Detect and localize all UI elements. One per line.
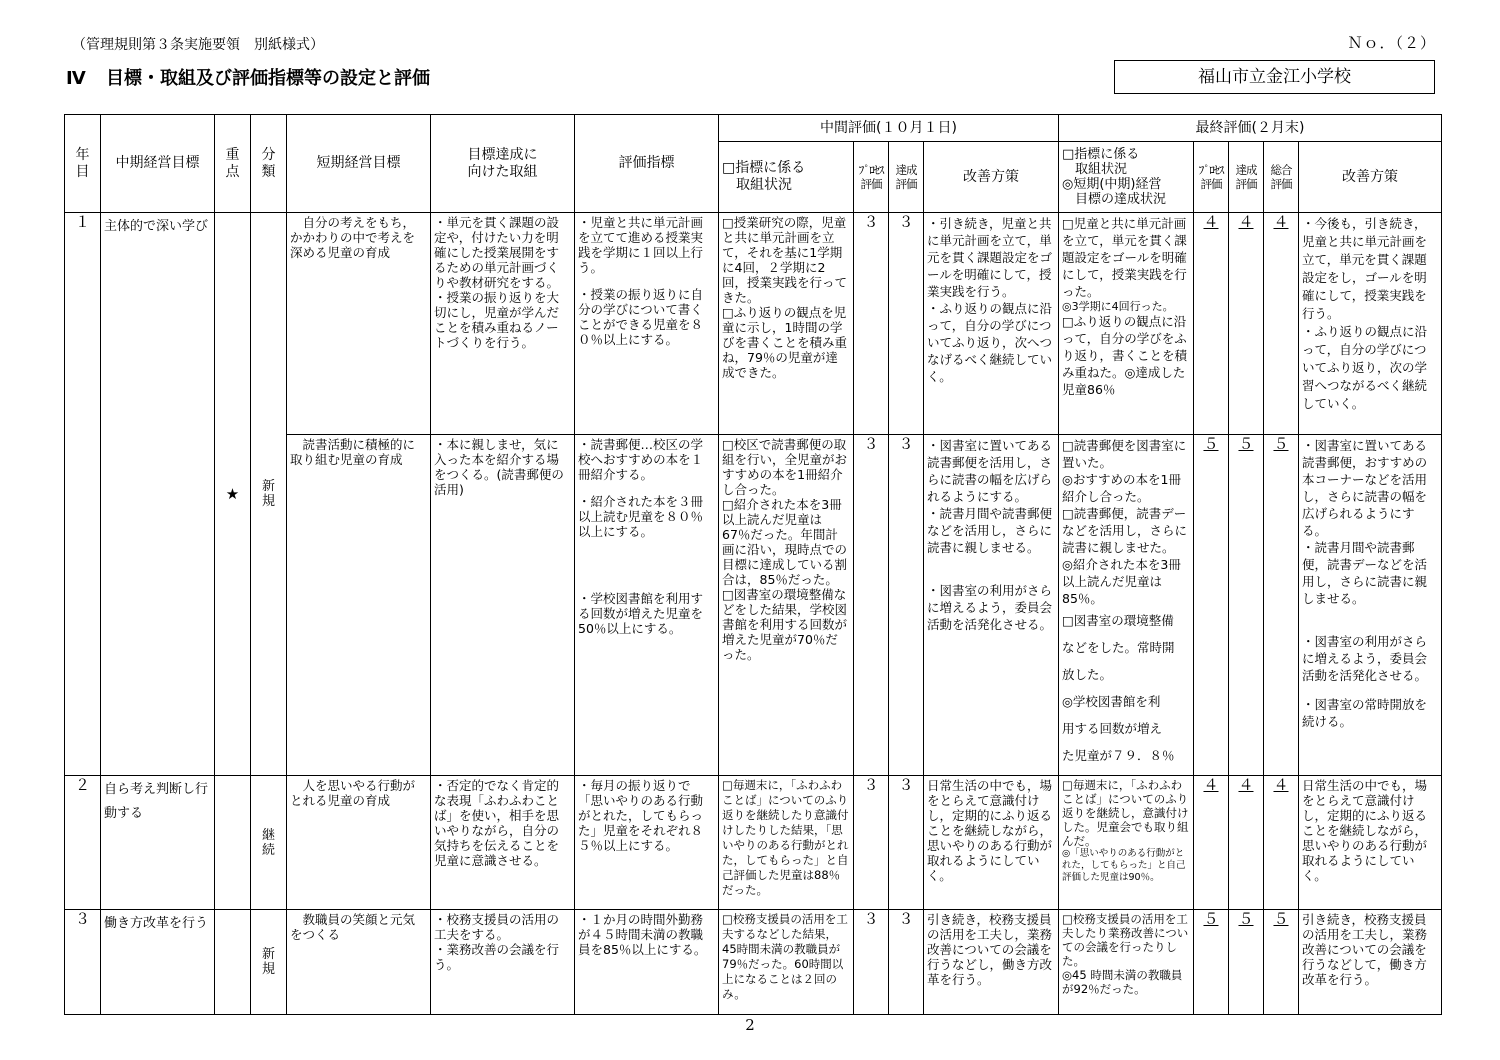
row1-mid-status — [719, 213, 854, 435]
status-item: □毎週末に，「ふわふわことば」についてのふり返りを継続したり意識付けしたりした結果，「思いやりのある行動がとれた，してもらった」と自己評価した児童は88％だった。 — [722, 778, 849, 897]
status-item: □毎週末に，「ふわふわことば」についてのふり返りを継続し，意識付けした。児童会でも取り組んだ。 — [1062, 778, 1189, 848]
header-mid-eval: 中間評価(１０月１日) — [719, 115, 1059, 142]
improve-item: 引き続き，校務支援員の活用を工夫し，業務改善についての会議を行うなどし，働き方改革を行う。 — [927, 912, 1053, 987]
page-number: 2 — [745, 1016, 755, 1034]
row3-mid-achieve: ３ — [889, 910, 924, 1015]
improve-item: ・読書月間や読書郵便などを活用し，さらに読書に親しませる。 — [927, 506, 1053, 555]
header-final-achieve: 達成 評価 — [1229, 142, 1264, 213]
effort-item: ・校務支援員の活用の工夫をする。 — [434, 912, 560, 942]
status-item: □授業研究の際，児童と共に単元計画を立て，それを基に1学期に4回，２学期に2回，授業実践を行ってきた。 — [722, 215, 848, 305]
row2-mid-achieve: ３ — [889, 776, 924, 910]
improve-item: ・読書月間や読書郵便，読書デーなどを活用し，さらに読書に親しませる。 — [1302, 540, 1428, 606]
header-final-total: 総合 評価 — [1264, 142, 1299, 213]
row3-focus — [215, 910, 251, 1015]
improve-item: ・引き続き，児童と共に単元計画を立て，単元を貫く課題設定をゴールを明確にして，授業実践を行う。 — [927, 216, 1053, 299]
status-item: 放した。 — [1062, 667, 1113, 682]
row2-effort — [431, 776, 575, 910]
row1b-mid-process: ３ — [854, 435, 889, 776]
row1b-effort — [431, 435, 575, 776]
row1-mid-goal: 主体的で深い学び — [101, 213, 215, 776]
row2-year: ２ — [65, 776, 101, 910]
row1-mid-process: ３ — [854, 213, 889, 435]
status-item: □紹介された本を3冊以上読んだ児童は 67％だった。年間計画に沿い，現時点での目標に達成している割合は，85％だった。 — [722, 497, 848, 587]
improve-item: 日常生活の中でも，場をとらえて意識付けし，定期的にふり返ることを継続しながら，思いやりのある行動が取れるようにしていく。 — [927, 778, 1053, 883]
row2-focus — [215, 776, 251, 910]
effort-item: ・業務改善の会議を行う。 — [434, 942, 560, 972]
row3-mid-improve — [924, 910, 1059, 1015]
status-item: □校務支援員の活用を工夫したり業務改善についての会議を行ったりした。 — [1062, 912, 1189, 968]
row1-mid-achieve: ３ — [889, 213, 924, 435]
status-item: □ふり返りの観点を児童に示し，1時間の学びを書くことを積み重ね，79％の児童が達成できた。 — [722, 305, 848, 380]
indicator-item: ・授業の振り返りに自分の学びについて書くことができる児童を８０％以上にする。 — [578, 287, 704, 347]
row2-final-status — [1059, 776, 1194, 910]
row1b-final-achieve: ５ — [1229, 435, 1264, 776]
row3-final-process: ５ — [1194, 910, 1229, 1015]
status-item: □図書室の環境整備などをした結果，学校図書館を利用する回数が増えた児童が70％だった。 — [722, 587, 848, 662]
status-item: □校務支援員の活用を工夫するなどした結果，45時間未満の教職員が 79％だった。60時間以上になることは２回のみ。 — [722, 912, 852, 1001]
row1-indicator — [575, 213, 719, 435]
header-mid-goal: 中期経営目標 — [101, 115, 215, 213]
evaluation-table — [64, 114, 1442, 1015]
row1-final-total: ４ — [1264, 213, 1299, 435]
status-item: ◎紹介された本を3冊以上読んだ児童は85％。 — [1062, 557, 1181, 606]
header-final-improve: 改善方策 — [1299, 142, 1442, 213]
row1b-indicator — [575, 435, 719, 776]
header-mid-process: ﾌﾟﾛｾｽ 評価 — [854, 142, 889, 213]
improve-item: ・図書室の利用がさらに増えるよう，委員会活動を活発化させる。 — [927, 583, 1053, 632]
row2-final-total: ４ — [1264, 776, 1299, 910]
row3-final-achieve: ５ — [1229, 910, 1264, 1015]
row3-effort — [431, 910, 575, 1015]
row1b-mid-status — [719, 435, 854, 776]
section-title — [66, 64, 430, 90]
row1b-mid-improve — [924, 435, 1059, 776]
header-class: 分 類 — [251, 115, 287, 213]
indicator-item: ・児童と共に単元計画を立てて進める授業実践を学期に１回以上行う。 — [578, 215, 704, 275]
row2-mid-improve — [924, 776, 1059, 910]
improve-item: ・図書室の利用がさらに増えるよう，委員会活動を活発化させる。 — [1302, 634, 1428, 683]
row1b-final-improve — [1299, 435, 1442, 776]
school-name: 福山市立金江小学校 — [1114, 60, 1435, 94]
row1-class: 新 規 — [251, 213, 287, 776]
row1-focus: ★ — [215, 213, 251, 776]
status-item: ◎45 時間未満の教職員が92％だった。 — [1062, 968, 1183, 996]
row3-final-total: ５ — [1264, 910, 1299, 1015]
row1-final-achieve: ４ — [1229, 213, 1264, 435]
row3-final-status — [1059, 910, 1194, 1015]
row1b-short-goal: 読書活動に積極的に取り組む児童の育成 — [287, 435, 431, 776]
header-indicator: 評価指標 — [575, 115, 719, 213]
section-number: Ⅳ — [66, 68, 86, 89]
indicator-item: ・毎月の振り返りで「思いやりのある行動がとれた，してもらった」児童をそれぞれ８５％以上にする。 — [578, 778, 704, 853]
row1b-mid-achieve: ３ — [889, 435, 924, 776]
improve-item: ・図書室の常時開放を続ける。 — [1302, 697, 1428, 729]
improve-item: ・図書室に置いてある読書郵便を活用し，さらに読書の幅を広げられるようにする。 — [927, 438, 1053, 504]
row1-short-goal: 自分の考えをもち，かかわりの中で考えを深める児童の育成 — [287, 213, 431, 435]
header-focus: 重 点 — [215, 115, 251, 213]
page-code: Ｎｏ．（２） — [1347, 34, 1436, 52]
improve-item: ・今後も，引き続き，児童と共に単元計画を立て，単元を貫く課題設定をし，ゴールを明確にして，授業実践を行う。 — [1302, 216, 1428, 321]
row2-mid-status — [719, 776, 854, 910]
status-item: た児童が７９．８％ — [1062, 748, 1175, 763]
header-final-status: □指標に係る 取組状況 ◎短期(中期)経営 目標の達成状況 — [1059, 142, 1194, 213]
effort-item: ・本に親しませ，気に入った本を紹介する場をつくる。(読書郵便の活用) — [434, 437, 564, 497]
indicator-item: ・読書郵便…校区の学校へおすすめの本を１冊紹介する。 — [578, 437, 704, 482]
status-item: ◎おすすめの本を1冊紹介し合った。 — [1062, 472, 1181, 504]
improve-item: ・ふり返りの観点に沿って，自分の学びについてふり返り，次へつなげるべく継続していく。 — [927, 301, 1053, 384]
row2-final-achieve: ４ — [1229, 776, 1264, 910]
row1-mid-improve — [924, 213, 1059, 435]
header-final-eval: 最終評価(２月末) — [1059, 115, 1442, 142]
status-item: 用する回数が増え — [1062, 721, 1163, 736]
row1-final-process: ４ — [1194, 213, 1229, 435]
header-mid-improve: 改善方策 — [924, 142, 1059, 213]
header-mid-achieve: 達成 評価 — [889, 142, 924, 213]
form-reference: （管理規則第３条実施要領 別紙様式） — [72, 37, 324, 53]
header-final-process: ﾌﾟﾛｾｽ 評価 — [1194, 142, 1229, 213]
header-year: 年 目 — [65, 115, 101, 213]
header-mid-status: □指標に係る 取組状況 — [719, 142, 854, 213]
header-short-goal: 短期経営目標 — [287, 115, 431, 213]
improve-item: ・ふり返りの観点に沿って，自分の学びについてふり返り，次の学習へつながるべく継続していく。 — [1302, 324, 1428, 411]
indicator-item: ・紹介された本を３冊以上読む児童を８０％以上にする。 — [578, 494, 704, 539]
status-item: ◎3学期に4回行った。 — [1062, 300, 1174, 313]
status-item: □児童と共に単元計画を立て，単元を貫く課題設定をゴールを明確にして，授業実践を行った。 — [1062, 216, 1187, 299]
header-effort: 目標達成に 向けた取組 — [431, 115, 575, 213]
indicator-item: ・学校図書館を利用する回数が増えた児童を 50％以上にする。 — [578, 591, 704, 636]
row3-indicator — [575, 910, 719, 1015]
row3-mid-goal: 働き方改革を行う — [101, 910, 215, 1015]
section-title-text: 目標・取組及び評価指標等の設定と評価 — [106, 68, 430, 89]
status-item: □校区で読書郵便の取組を行い，全児童がおすすめの本を1冊紹介し合った。 — [722, 437, 848, 497]
improve-item: 引き続き，校務支援員の活用を工夫し，業務改善についての会議を行うなどして，働き方改革を行う。 — [1302, 912, 1428, 987]
row2-final-process: ４ — [1194, 776, 1229, 910]
row2-class: 継 続 — [251, 776, 287, 910]
row2-mid-process: ３ — [854, 776, 889, 910]
status-item: □読書郵便，読書デーなどを活用し，さらに読書に親しませた。 — [1062, 506, 1188, 555]
row1-final-improve — [1299, 213, 1442, 435]
row2-mid-goal: 自ら考え判断し行動する — [101, 776, 215, 910]
effort-item: ・否定的でなく肯定的な表現「ふわふわことば」を使い，相手を思いやりながら，自分の気持ちを伝えることを児童に意識させる。 — [434, 778, 560, 868]
row3-class: 新 規 — [251, 910, 287, 1015]
row1-year: １ — [65, 213, 101, 776]
row1-final-status — [1059, 213, 1194, 435]
improve-item: 日常生活の中でも，場をとらえて意識付けし，定期的にふり返ることを継続しながら，思いやりのある行動が取れるようにしていく。 — [1302, 778, 1428, 883]
row2-final-improve — [1299, 776, 1442, 910]
row3-final-improve — [1299, 910, 1442, 1015]
row3-short-goal: 教職員の笑顔と元気をつくる — [287, 910, 431, 1015]
improve-item: ・図書室に置いてある読書郵便，おすすめの本コーナーなどを活用し，さらに読書の幅を広げられるようにする。 — [1302, 438, 1428, 538]
row3-year: ３ — [65, 910, 101, 1015]
status-item: などをした。常時開 — [1062, 640, 1175, 655]
row1-effort — [431, 213, 575, 435]
row2-indicator — [575, 776, 719, 910]
effort-item: ・授業の振り返りを大切にし，児童が学んだことを積み重ねるノートづくりを行う。 — [434, 290, 560, 350]
row2-short-goal: 人を思いやる行動がとれる児童の育成 — [287, 776, 431, 910]
row3-mid-process: ３ — [854, 910, 889, 1015]
status-item: □読書郵便を図書室に置いた。 — [1062, 438, 1187, 470]
row1b-final-total: ５ — [1264, 435, 1299, 776]
row1b-final-status — [1059, 435, 1194, 776]
indicator-item: ・１か月の時間外勤務が４５時間未満の教職員を85％以上にする。 — [578, 912, 707, 957]
effort-item: ・単元を貫く課題の設定や，付けたい力を明確にした授業展開をするための単元計画づくりや教材研究をする。 — [434, 215, 560, 290]
status-item: ◎「思いやりのある行動がとれた，してもらった」と自己評価した児童は90％。 — [1062, 848, 1186, 883]
row1b-final-process: ５ — [1194, 435, 1229, 776]
status-item: ◎学校図書館を利 — [1062, 694, 1161, 709]
row3-mid-status — [719, 910, 854, 1015]
status-item: □ふり返りの観点に沿って，自分の学びをふり返り，書くことを積み重ねた。◎達成した児童86％ — [1062, 314, 1188, 397]
status-item: □図書室の環境整備 — [1062, 613, 1174, 628]
